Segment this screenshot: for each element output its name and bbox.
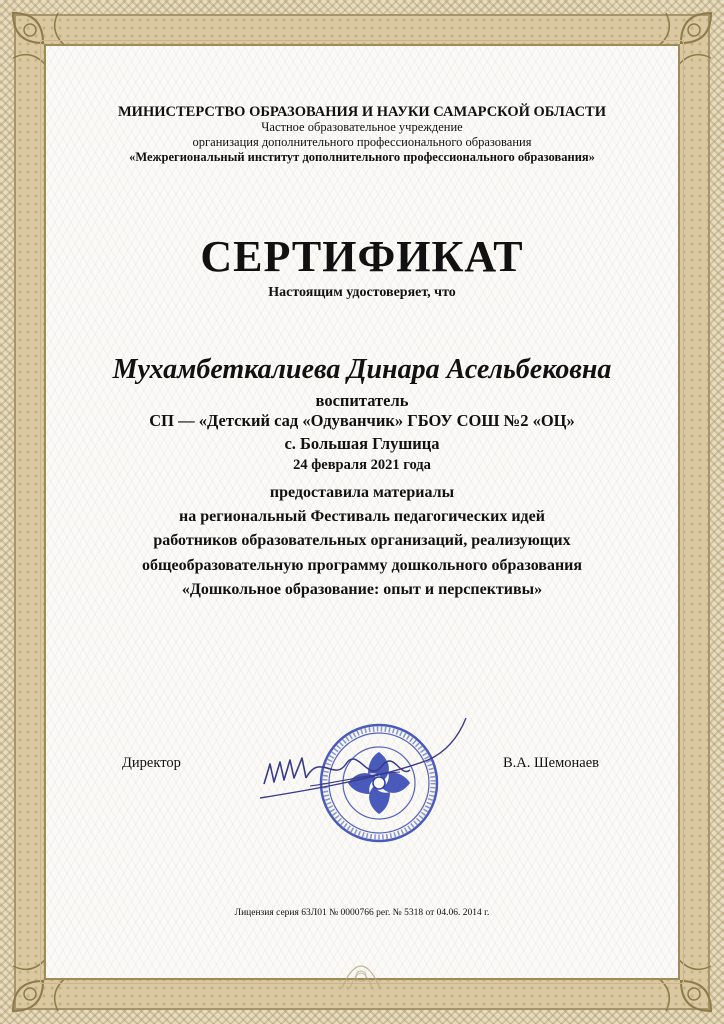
director-signature-icon <box>250 712 480 812</box>
director-label: Директор <box>122 755 181 771</box>
body-line: предоставила материалы <box>269 484 455 501</box>
institute-name: «Межрегиональный институт дополнительного профессионального образования» <box>129 150 595 164</box>
body-line: «Дошкольное образование: опыт и перспективы» <box>181 581 543 598</box>
recipient-place: с. Большая Глушица <box>284 434 440 453</box>
recipient-organization: СП — «Детский сад «Одуванчик» ГБОУ СОШ №2 «ОЦ» <box>149 411 575 430</box>
org-description-line: организация дополнительного профессионального образования <box>192 135 532 149</box>
certificate-title: СЕРТИФИКАТ <box>200 232 524 281</box>
certificate-date: 24 февраля 2021 года <box>293 457 431 473</box>
certificate-subtitle: Настоящим удостоверяет, что <box>268 285 456 300</box>
body-line: работников образовательных организаций, реализующих <box>153 532 571 549</box>
org-type-line: Частное образовательное учреждение <box>261 120 463 134</box>
body-line: общеобразовательную программу дошкольного образования <box>141 557 583 574</box>
license-info: Лицензия серия 63Л01 № 0000766 рег. № 5318 от 04.06. 2014 г. <box>234 908 490 918</box>
ministry-heading: МИНИСТЕРСТВО ОБРАЗОВАНИЯ И НАУКИ САМАРСКОЙ ОБЛАСТИ <box>117 104 606 120</box>
watermark-emblem-icon <box>338 950 384 990</box>
recipient-name: Мухамбеткалиева Динара Асельбековна <box>112 354 612 385</box>
director-name: В.А. Шемонаев <box>503 755 599 771</box>
recipient-position: воспитатель <box>315 391 409 410</box>
body-line: на региональный Фестиваль педагогических идей <box>179 508 545 525</box>
